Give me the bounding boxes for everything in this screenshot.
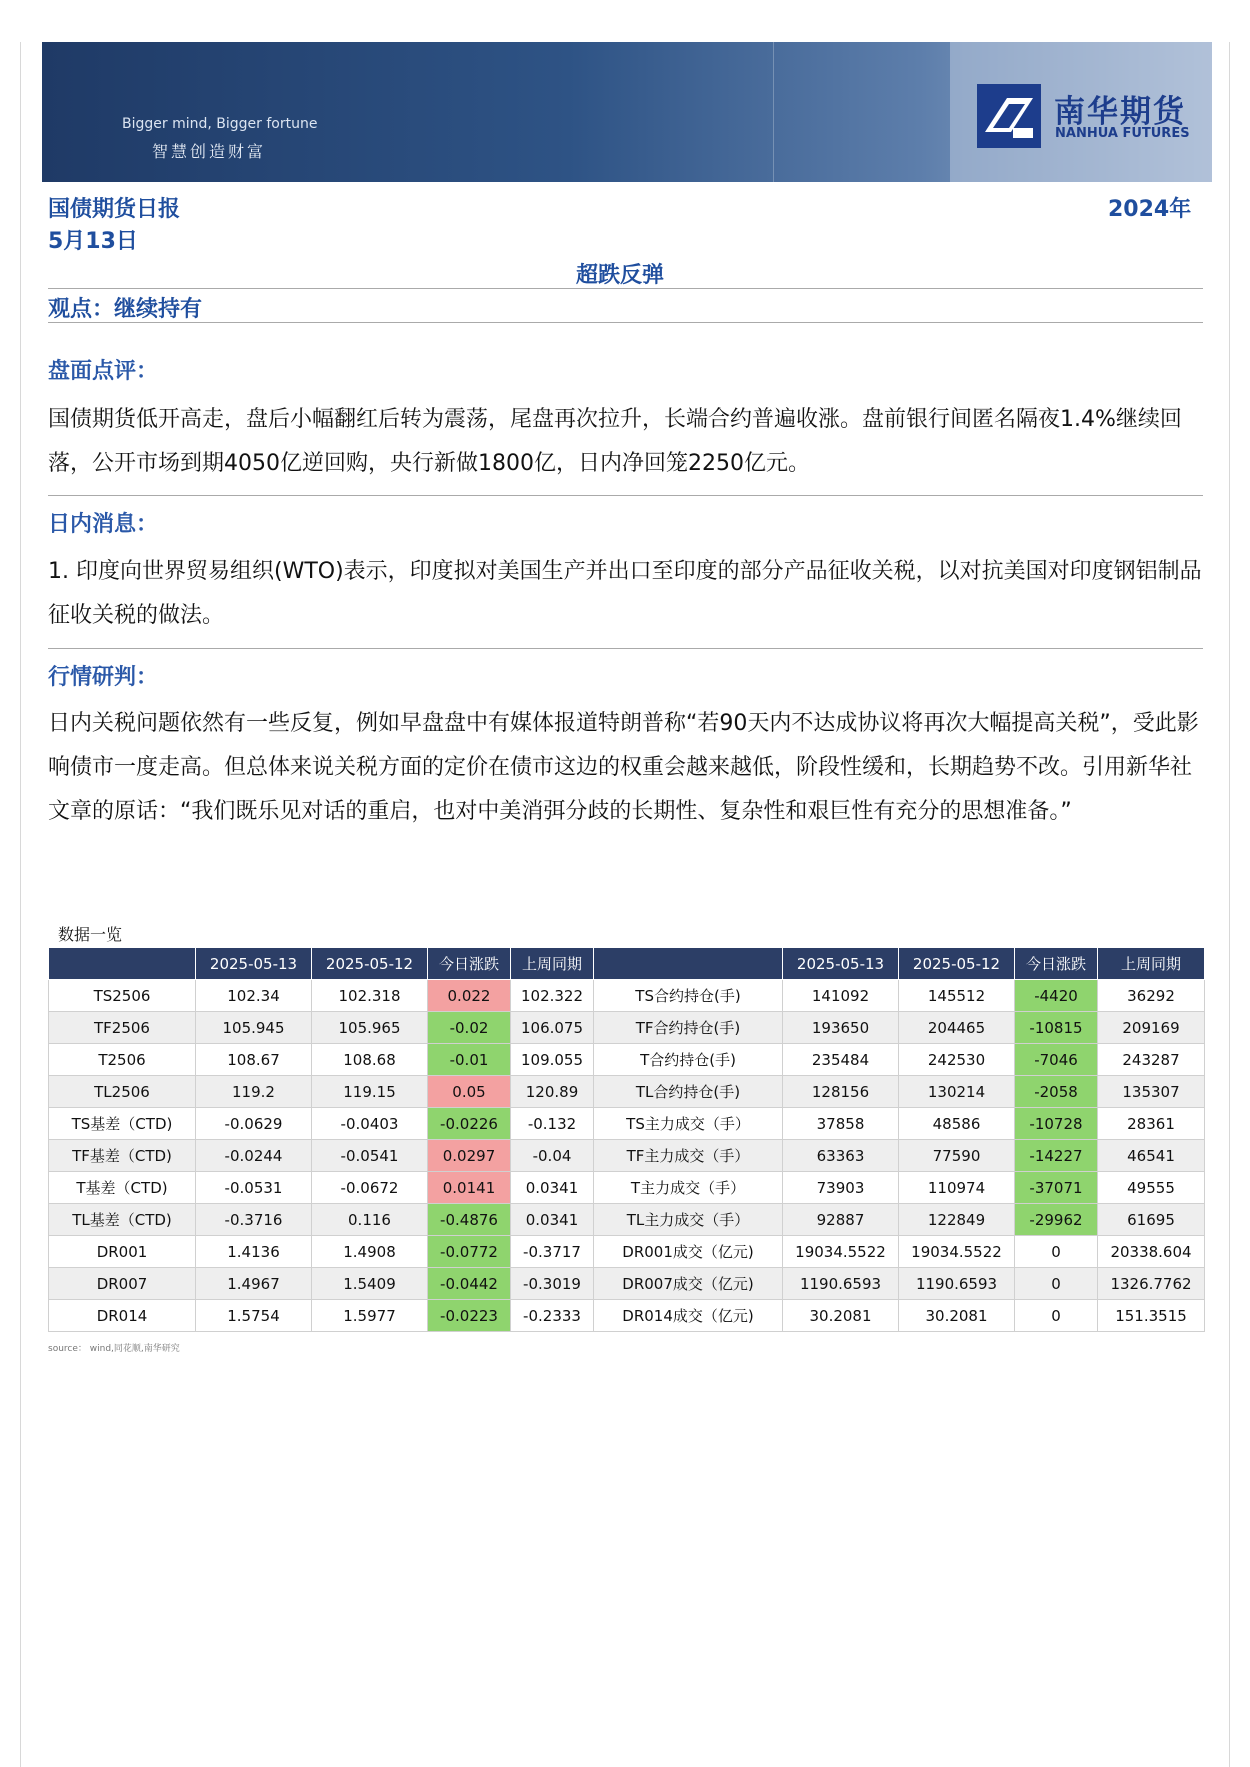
table-cell: 106.075 [511, 1012, 594, 1044]
table-cell: 0.022 [428, 980, 511, 1012]
header-cell: 上周同期 [511, 948, 594, 980]
table-cell: 28361 [1098, 1108, 1205, 1140]
table-cell: 130214 [899, 1076, 1015, 1108]
market-review-text: 国债期货低开高走，盘后小幅翻红后转为震荡，尾盘再次拉升，长端合约普遍收涨。盘前银行间匿名隔夜1.4%继续回落，公开市场到期4050亿逆回购，央行新做1800亿，日内净回笼2250亿元。 [48, 407, 1182, 476]
table-cell: -4420 [1015, 980, 1098, 1012]
table-cell: 242530 [899, 1044, 1015, 1076]
table-cell: TF基差（CTD) [49, 1140, 196, 1172]
table-cell: 0.0297 [428, 1140, 511, 1172]
table-cell: DR007成交（亿元) [594, 1268, 783, 1300]
table-cell: TF2506 [49, 1012, 196, 1044]
table-cell: 0.116 [312, 1204, 428, 1236]
source-note: source： wind,同花顺,南华研究 [48, 1344, 180, 1354]
intraday-news-text: 1. 印度向世界贸易组织(WTO)表示，印度拟对美国生产并出口至印度的部分产品征收关税，以对抗美国对印度钢铝制品征收关税的做法。 [48, 559, 1202, 628]
section-title-market-review: 盘面点评： [48, 359, 159, 384]
header-cell [594, 948, 783, 980]
table-cell: -0.0403 [312, 1108, 428, 1140]
table-cell: 1.4967 [196, 1268, 312, 1300]
divider [48, 495, 1203, 496]
header-cell: 2025-05-12 [312, 948, 428, 980]
table-cell: 20338.604 [1098, 1236, 1205, 1268]
table-cell: 243287 [1098, 1044, 1205, 1076]
table-cell: 92887 [783, 1204, 899, 1236]
table-cell: 0 [1015, 1268, 1098, 1300]
table-cell: -7046 [1015, 1044, 1098, 1076]
header-cell [49, 948, 196, 980]
table-cell: 102.318 [312, 980, 428, 1012]
table-row [49, 1172, 1205, 1204]
headline: 超跌反弹 [576, 263, 665, 288]
table-cell: 193650 [783, 1012, 899, 1044]
table-cell: 1190.6593 [899, 1268, 1015, 1300]
table-cell: 63363 [783, 1140, 899, 1172]
table-row [49, 1268, 1205, 1300]
table-cell: 122849 [899, 1204, 1015, 1236]
table-cell: -0.3019 [511, 1268, 594, 1300]
logo-text-en: NANHUA FUTURES [1055, 126, 1190, 141]
table-cell: TL合约持仓(手) [594, 1076, 783, 1108]
table-cell: 105.965 [312, 1012, 428, 1044]
table-cell: T基差（CTD) [49, 1172, 196, 1204]
table-cell: 36292 [1098, 980, 1205, 1012]
header-banner [42, 42, 1212, 182]
table-cell: -37071 [1015, 1172, 1098, 1204]
table-cell: TS合约持仓(手) [594, 980, 783, 1012]
table-cell: -0.0442 [428, 1268, 511, 1300]
table-cell: 141092 [783, 980, 899, 1012]
table-cell: 151.3515 [1098, 1300, 1205, 1332]
table-cell: 49555 [1098, 1172, 1205, 1204]
logo-text-cn: 南华期货 [1054, 94, 1186, 130]
table-cell: -0.2333 [511, 1300, 594, 1332]
report-year: 2024年 [1108, 197, 1192, 222]
table-row [49, 1300, 1205, 1332]
table-cell: 110974 [899, 1172, 1015, 1204]
table-cell: 1.5409 [312, 1268, 428, 1300]
table-cell: DR001成交（亿元) [594, 1236, 783, 1268]
table-cell: -0.0244 [196, 1140, 312, 1172]
header-cell: 上周同期 [1098, 948, 1205, 980]
table-cell: -0.4876 [428, 1204, 511, 1236]
nanhua-logo-icon [977, 84, 1041, 148]
section-title-intraday-news: 日内消息： [48, 512, 159, 537]
table-header-row [49, 948, 1205, 980]
slogan-chinese: 智慧创造财富 [152, 142, 267, 161]
report-title: 国债期货日报 [48, 197, 181, 222]
table-cell: -2058 [1015, 1076, 1098, 1108]
table-cell: -0.04 [511, 1140, 594, 1172]
table-cell: 135307 [1098, 1076, 1205, 1108]
table-cell: 0.0341 [511, 1204, 594, 1236]
table-cell: 120.89 [511, 1076, 594, 1108]
table-cell: TF合约持仓(手) [594, 1012, 783, 1044]
table-cell: 30.2081 [783, 1300, 899, 1332]
table-cell: -0.0541 [312, 1140, 428, 1172]
table-cell: 145512 [899, 980, 1015, 1012]
header-cell: 2025-05-13 [196, 948, 312, 980]
banner-divider [773, 42, 774, 182]
table-cell: 102.322 [511, 980, 594, 1012]
table-cell: 37858 [783, 1108, 899, 1140]
table-cell: -0.3716 [196, 1204, 312, 1236]
table-cell: -10815 [1015, 1012, 1098, 1044]
table-row [49, 1012, 1205, 1044]
table-cell: 209169 [1098, 1012, 1205, 1044]
table-cell: 1.4136 [196, 1236, 312, 1268]
table-cell: T主力成交（手） [594, 1172, 783, 1204]
table-cell: 0 [1015, 1300, 1098, 1332]
table-cell: 1190.6593 [783, 1268, 899, 1300]
table-cell: -0.0226 [428, 1108, 511, 1140]
table-row [49, 1044, 1205, 1076]
table-cell: 19034.5522 [899, 1236, 1015, 1268]
table-cell: 128156 [783, 1076, 899, 1108]
table-cell: 1.5977 [312, 1300, 428, 1332]
section-title-research: 行情研判： [48, 665, 159, 690]
table-cell: 0 [1015, 1236, 1098, 1268]
table-cell: 1.4908 [312, 1236, 428, 1268]
table-cell: -29962 [1015, 1204, 1098, 1236]
table-row [49, 1140, 1205, 1172]
table-cell: -0.3717 [511, 1236, 594, 1268]
table-cell: TS基差（CTD) [49, 1108, 196, 1140]
table-cell: TL基差（CTD) [49, 1204, 196, 1236]
table-cell: 108.67 [196, 1044, 312, 1076]
table-cell: -14227 [1015, 1140, 1098, 1172]
table-row [49, 1108, 1205, 1140]
viewpoint: 观点：继续持有 [48, 297, 203, 322]
table-cell: -0.132 [511, 1108, 594, 1140]
table-cell: 108.68 [312, 1044, 428, 1076]
table-cell: 105.945 [196, 1012, 312, 1044]
header-cell: 2025-05-12 [899, 948, 1015, 980]
divider [48, 322, 1203, 323]
table-cell: 235484 [783, 1044, 899, 1076]
slogan-english: Bigger mind, Bigger fortune [122, 116, 318, 132]
table-cell: TS2506 [49, 980, 196, 1012]
table-cell: DR007 [49, 1268, 196, 1300]
table-cell: 46541 [1098, 1140, 1205, 1172]
table-cell: TL主力成交（手） [594, 1204, 783, 1236]
table-cell: 1326.7762 [1098, 1268, 1205, 1300]
table-cell: 0.0341 [511, 1172, 594, 1204]
table-cell: 109.055 [511, 1044, 594, 1076]
table-cell: DR014 [49, 1300, 196, 1332]
table-cell: 102.34 [196, 980, 312, 1012]
table-cell: 61695 [1098, 1204, 1205, 1236]
table-cell: T合约持仓(手) [594, 1044, 783, 1076]
table-cell: 30.2081 [899, 1300, 1015, 1332]
divider [48, 648, 1203, 649]
table-row [49, 1076, 1205, 1108]
table-cell: TF主力成交（手） [594, 1140, 783, 1172]
table-cell: 119.15 [312, 1076, 428, 1108]
table-cell: DR014成交（亿元) [594, 1300, 783, 1332]
table-cell: -0.02 [428, 1012, 511, 1044]
table-cell: TL2506 [49, 1076, 196, 1108]
table-cell: T2506 [49, 1044, 196, 1076]
table-cell: TS主力成交（手） [594, 1108, 783, 1140]
table-cell: 0.05 [428, 1076, 511, 1108]
table-row [49, 980, 1205, 1012]
table-cell: 19034.5522 [783, 1236, 899, 1268]
table-cell: -10728 [1015, 1108, 1098, 1140]
table-cell: -0.0672 [312, 1172, 428, 1204]
table-cell: 204465 [899, 1012, 1015, 1044]
table-cell: 0.0141 [428, 1172, 511, 1204]
table-cell: 119.2 [196, 1076, 312, 1108]
table-cell: -0.0772 [428, 1236, 511, 1268]
table-cell: -0.01 [428, 1044, 511, 1076]
divider [48, 288, 1203, 289]
table-cell: -0.0629 [196, 1108, 312, 1140]
header-cell: 今日涨跌 [1015, 948, 1098, 980]
research-text: 日内关税问题依然有一些反复，例如早盘盘中有媒体报道特朗普称“若90天内不达成协议将再次大幅提高关税”，受此影响债市一度走高。但总体来说关税方面的定价在债市这边的权重会越来越低，阶段性缓和，长期趋势不改。引用新华社文章的原话：“我们既乐见对话的重启，也对中美消弭分歧的长期性、复杂性和艰巨性有充分的思想准备。” [48, 711, 1199, 824]
table-row [49, 1204, 1205, 1236]
table-cell: -0.0531 [196, 1172, 312, 1204]
table-cell: -0.0223 [428, 1300, 511, 1332]
table-cell: 48586 [899, 1108, 1015, 1140]
table-caption: 数据一览 [58, 925, 123, 944]
header-cell: 2025-05-13 [783, 948, 899, 980]
table-row [49, 1236, 1205, 1268]
table-cell: 73903 [783, 1172, 899, 1204]
table-cell: DR001 [49, 1236, 196, 1268]
report-date: 5月13日 [48, 229, 138, 254]
data-table [48, 947, 1205, 1332]
table-cell: 77590 [899, 1140, 1015, 1172]
table-cell: 1.5754 [196, 1300, 312, 1332]
header-cell: 今日涨跌 [428, 948, 511, 980]
